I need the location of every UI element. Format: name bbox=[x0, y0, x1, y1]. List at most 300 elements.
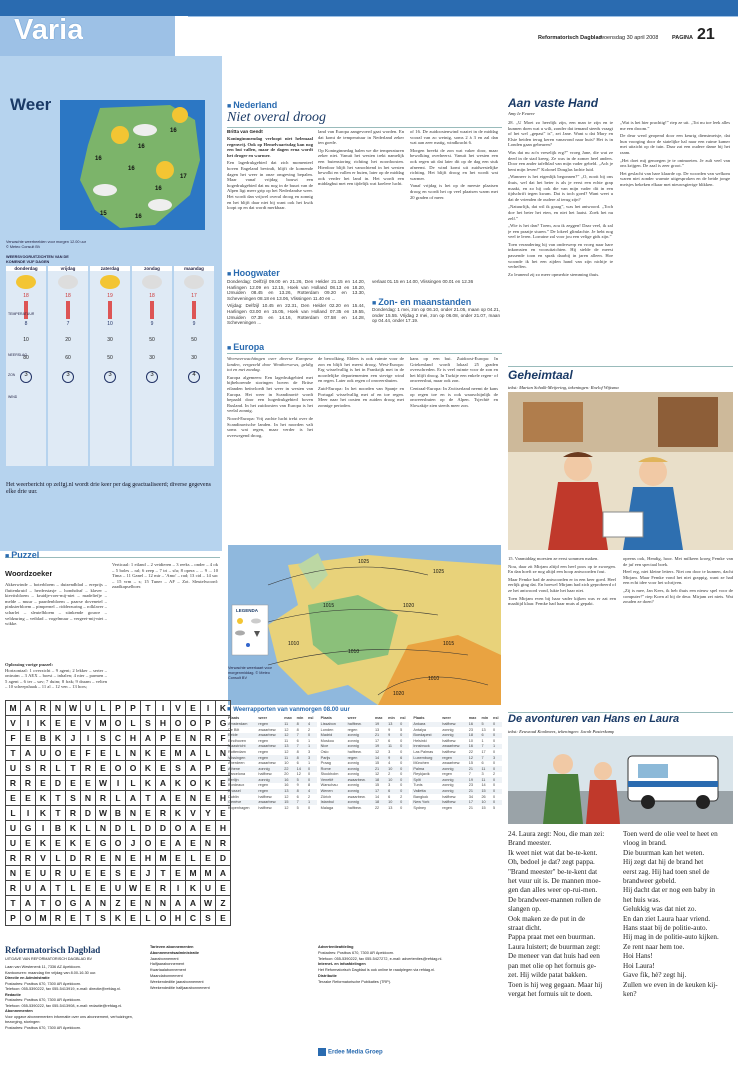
table-cell: 0 bbox=[400, 749, 403, 754]
grid-cell: I bbox=[111, 776, 126, 791]
text-line: Gelukkig was dat niet zo. bbox=[623, 905, 697, 914]
map-legend-title: LEGENDA bbox=[236, 608, 259, 613]
text-line: Kwartaalabonnement bbox=[150, 968, 186, 973]
grid-cell: K bbox=[141, 746, 156, 761]
table-cell: 7 bbox=[296, 744, 299, 749]
table-cell: halfbew. bbox=[442, 800, 457, 805]
grid-cell: E bbox=[171, 791, 186, 806]
table-cell: halfbew. bbox=[347, 722, 362, 727]
grid-cell: E bbox=[21, 791, 36, 806]
grid-cell: F bbox=[216, 731, 231, 746]
grid-cell: G bbox=[66, 896, 81, 911]
table-cell: Bordeaux bbox=[228, 783, 245, 788]
grid-cell: K bbox=[36, 836, 51, 851]
table-cell: regen bbox=[442, 805, 452, 810]
table-cell: 0 bbox=[400, 789, 403, 793]
grid-cell: T bbox=[141, 701, 156, 716]
cloud-icon bbox=[148, 199, 172, 211]
table-cell: 5 bbox=[400, 727, 403, 732]
table-cell: zonnig bbox=[258, 766, 270, 771]
grid-cell: E bbox=[21, 866, 36, 881]
child-figure bbox=[564, 453, 592, 481]
isobar-label: 1010 bbox=[348, 649, 360, 655]
erdee-icon bbox=[318, 1048, 326, 1056]
grid-cell: O bbox=[51, 746, 66, 761]
table-cell: 17 bbox=[468, 800, 473, 805]
map-caption: Verwachte weerbeelden voor morgen 12.00 uur bbox=[6, 240, 86, 244]
table-cell: Valletta bbox=[413, 789, 426, 793]
grid-cell: O bbox=[111, 761, 126, 776]
wind-icon: 3 bbox=[104, 371, 116, 383]
text-line: Hoi Hans! bbox=[623, 952, 653, 961]
text-line: zet. Hij wilde patat bakken. bbox=[508, 971, 588, 980]
table-cell: halfbew. bbox=[347, 749, 362, 754]
grid-cell: J bbox=[66, 731, 81, 746]
grid-cell: J bbox=[126, 836, 141, 851]
grid-cell: R bbox=[66, 806, 81, 821]
grid-row bbox=[6, 821, 231, 836]
grid-cell: E bbox=[36, 776, 51, 791]
max-temp: 17 bbox=[191, 293, 197, 299]
grid-cell: E bbox=[51, 836, 66, 851]
geheimtaal-title: Geheimtaal bbox=[508, 368, 573, 382]
forecast-day bbox=[90, 266, 130, 466]
table-cell: 0 bbox=[493, 794, 496, 799]
grid-cell: E bbox=[216, 761, 231, 776]
grid-cell: N bbox=[96, 821, 111, 836]
rule bbox=[227, 127, 502, 128]
child-figure bbox=[594, 762, 612, 780]
page-label: PAGINA bbox=[672, 35, 693, 41]
table-cell: 0 bbox=[400, 783, 403, 788]
grid-cell: E bbox=[96, 851, 111, 866]
grid-cell: E bbox=[216, 881, 231, 896]
aanvaste-title: Aan vaste Hand bbox=[508, 96, 599, 110]
sun-icon bbox=[156, 161, 174, 179]
grid-cell: K bbox=[66, 836, 81, 851]
table-cell: Dublin bbox=[228, 794, 239, 799]
temp-bar bbox=[24, 301, 28, 319]
table-header: min bbox=[388, 716, 395, 721]
grid-cell: S bbox=[21, 761, 36, 776]
table-cell: 13 bbox=[284, 789, 289, 793]
grid-cell: E bbox=[81, 836, 96, 851]
table-cell: Helsinki bbox=[413, 738, 427, 743]
table-cell: 12 bbox=[468, 755, 473, 760]
grid-row bbox=[6, 866, 231, 881]
grid-cell: I bbox=[21, 806, 36, 821]
grid-cell: T bbox=[6, 896, 21, 911]
table-cell: 23 bbox=[468, 727, 473, 732]
table-cell: 8 bbox=[296, 722, 299, 727]
table-cell: Rotterdam bbox=[228, 749, 246, 754]
text-line: Hij zegt dat hij de brand het bbox=[623, 858, 704, 867]
nederland-kicker: ■ Nederland bbox=[227, 100, 277, 110]
paragraph: kans op een bui. Zuidoost-Europa: In Griekenland wordt lokaal 25 graden overschreden. Er is veel ruimte voor de zon en het blijft droog. In Turkije een enkele regen- of onweersbui, maar ook zon. bbox=[410, 356, 498, 384]
table-cell: 21 bbox=[468, 789, 473, 793]
grid-cell: K bbox=[186, 881, 201, 896]
zon-title: ■ Zon- en maanstanden bbox=[372, 297, 471, 307]
wind-icon: 3 bbox=[20, 371, 32, 383]
table-cell: 3 bbox=[481, 772, 484, 777]
table-cell: 22 bbox=[374, 805, 380, 810]
nederland-col1 bbox=[227, 136, 313, 266]
paragraph: Een lagedrukgebied dat zich momenteel boven Engeland bevindt, blijft de komende dagen het weer in onze omgeving bepalen. Maar vanaf vrijdag bouwt een hogedrukgebied dat nu nog in de buurt van de Alpen ligt meer grip op het Nederlandse weer. Het wordt dan vrijwel overal droog en zonnig en het blijft daar niet bij want ook het kwik loopt op en dat wordt merkbaar. bbox=[227, 160, 313, 211]
table-cell: 12 bbox=[296, 772, 301, 777]
grid-cell: H bbox=[216, 791, 231, 806]
paragraph: Toen verandering hij van onderwerp en vroeg naar hare inkomsten en vooruitzichten. Hij stelde de meest passende toon en sprak daarbij in jaren alleen. Hoe woonde ik het een zijden hand van zijn nichtje te verheffen. bbox=[508, 241, 613, 270]
table-cell: zonnig bbox=[442, 789, 454, 793]
grid-cell: E bbox=[96, 746, 111, 761]
table-cell: 18 bbox=[374, 777, 380, 782]
table-cell: 1 bbox=[307, 761, 311, 766]
grid-cell: G bbox=[96, 836, 111, 851]
text-line: En dan ziet Laura haar vriend. bbox=[623, 914, 711, 923]
colofon-sub: UITGAVE VAN REFORMATORISCH DAGBLAD BV bbox=[5, 957, 93, 961]
day-label: maandag bbox=[174, 266, 214, 271]
grid-cell: E bbox=[6, 791, 21, 806]
table-cell: 19 bbox=[374, 744, 380, 749]
table-cell: zwaarbew. bbox=[258, 744, 277, 749]
grid-cell: M bbox=[156, 851, 171, 866]
paragraph: Horizontaal: 1 overzicht – 9 agent; 2 lekker – serter – ontruim – 3 AEX – boest – inhalen; 4 nier – parmen – 5 agent – 6 ter – sav; 7 duim; 8 frak; 9 draam – velten – 10 scheepshaak – 11 al – 12 ven – 13 hors; bbox=[5, 667, 107, 690]
table-cell: 17 bbox=[374, 789, 380, 793]
table-cell: halfbew. bbox=[258, 794, 273, 799]
text-line: De brandweer-mannen rollen de bbox=[508, 895, 601, 904]
table-cell: 8 bbox=[296, 749, 299, 754]
map-temp: 16 bbox=[170, 128, 177, 134]
puzzel-solution bbox=[5, 662, 107, 694]
table-cell: Athene bbox=[228, 766, 241, 771]
weerrapporten-tables bbox=[227, 716, 502, 811]
text-line: Weekendeditie jaarabonnement bbox=[150, 979, 204, 984]
table-cell: 9 bbox=[388, 733, 391, 738]
grid-cell: E bbox=[156, 836, 171, 851]
grid-row bbox=[6, 716, 231, 731]
table-cell: zonnig bbox=[442, 783, 454, 788]
max-temp: 18 bbox=[65, 293, 71, 299]
grid-cell: E bbox=[141, 806, 156, 821]
grid-cell: M bbox=[201, 866, 216, 881]
table-cell: Tunis bbox=[413, 783, 423, 788]
grid-cell: R bbox=[81, 851, 96, 866]
grid-cell: E bbox=[126, 896, 141, 911]
geheimtaal-col2 bbox=[623, 556, 733, 716]
text-line: Abonnementen bbox=[5, 1009, 33, 1013]
table-cell: 1 bbox=[493, 744, 496, 749]
sun-chance: 30 bbox=[149, 355, 155, 361]
grid-cell: R bbox=[6, 851, 21, 866]
table-cell: 21 bbox=[468, 805, 473, 810]
grid-cell: I bbox=[81, 731, 96, 746]
table-cell: 1 bbox=[307, 800, 311, 805]
nederland-col2 bbox=[318, 129, 404, 266]
erdee-name: Erdee Media Groep bbox=[328, 1049, 383, 1056]
text-line: Postadres: Postbus 670, 7300 AR Apeldoorn. bbox=[5, 998, 82, 1002]
weather-icon bbox=[142, 275, 162, 289]
table-cell: 9 bbox=[296, 783, 299, 788]
table-cell: 0 bbox=[400, 744, 403, 749]
weather-icon bbox=[100, 275, 120, 289]
table-cell: 9 bbox=[388, 727, 391, 732]
report-table bbox=[320, 716, 410, 811]
grid-cell: R bbox=[156, 881, 171, 896]
table-cell: Las Palmas bbox=[413, 749, 434, 754]
forecast-title: WEERSVOORUITZICHTEN VAN DE KOMENDE VIJF DAGEN bbox=[6, 255, 69, 264]
table-cell: zonnig bbox=[347, 789, 359, 793]
table-cell: 0 bbox=[307, 777, 311, 782]
text-line: brandweer gebeld. bbox=[623, 877, 677, 886]
weather-icon bbox=[184, 275, 204, 289]
grid-cell: O bbox=[111, 716, 126, 731]
table-cell: 0 bbox=[307, 805, 311, 810]
table-cell: Eelde bbox=[228, 733, 238, 738]
grid-cell: E bbox=[216, 776, 231, 791]
table-cell: 7 bbox=[468, 772, 471, 777]
table-cell: Innsbruck bbox=[413, 744, 430, 749]
table-cell: 2 bbox=[400, 794, 403, 799]
grid-cell: W bbox=[126, 881, 141, 896]
weather-title: Weer bbox=[10, 95, 52, 114]
grid-cell: O bbox=[126, 761, 141, 776]
text-line: Gave fik, hè? zegt hij. bbox=[623, 971, 687, 980]
table-cell: 9 bbox=[388, 755, 391, 760]
paragraph: „Natuurlijk, dat wil ik graag”, was het antwoord. „Toch doe het beter het eten, en niet het laatst. Zoek het nu zelf.” bbox=[508, 204, 613, 221]
temp-bar bbox=[66, 301, 70, 319]
table-cell: 10 bbox=[481, 800, 486, 805]
grid-cell: E bbox=[21, 836, 36, 851]
grid-cell: H bbox=[156, 716, 171, 731]
table-cell: 0 bbox=[400, 772, 403, 777]
paragraph: Zuid-Europa: In het noorden van Spanje en Portugal wisselvallig met af en toe regen. Meer naar het oosten en zuiden droog met zonnige perioden. bbox=[318, 385, 404, 408]
weather-icon bbox=[16, 275, 36, 289]
table-cell: 0 bbox=[493, 738, 496, 743]
grid-cell: E bbox=[186, 836, 201, 851]
grid-cell: C bbox=[186, 911, 201, 926]
grid-cell: W bbox=[96, 776, 111, 791]
table-cell: Kopenhagen bbox=[228, 805, 250, 810]
grid-cell: K bbox=[111, 911, 126, 926]
grid-cell: A bbox=[141, 731, 156, 746]
grid-cell: E bbox=[81, 776, 96, 791]
table-cell: 15 bbox=[481, 789, 486, 793]
aanvaste-col1 bbox=[508, 120, 613, 363]
puzzel-solution-2: Verticaal: 1 eiland – 2 vetdieren – 3 reeks – onder – 4 ok – 5 boles – ral; 6 zeep – 7 tri – sfa; 8 opera – ... 9 ... 10 Tima – 11 Ganel – 12 mir – 'Amo' – rad; 13 ctd – 14 sac – 15 vrm – s; 15 Tuner – AF – Zot. Sleutelwoord: zaadkapselboer. bbox=[112, 562, 218, 590]
grid-cell: P bbox=[201, 716, 216, 731]
hoogwater-title: ■ Hoogwater bbox=[227, 268, 280, 278]
table-cell: 8 bbox=[296, 727, 299, 732]
text-line: eerst zag. Hij had toen snel de bbox=[623, 867, 710, 876]
table-cell: zonnig bbox=[347, 783, 359, 788]
table-cell: 11 bbox=[481, 777, 486, 782]
table-cell: 16 bbox=[468, 722, 473, 727]
grid-cell: T bbox=[81, 911, 96, 926]
text-line: Postadres: Postbus 670, 7300 AR Apeldoorn. bbox=[5, 1025, 82, 1030]
table-cell: 10 bbox=[468, 738, 473, 743]
grid-row bbox=[6, 881, 231, 896]
paragraph: Het geslacht van hare klaarde op. De woorden van welkom waren niet zonder warmte uitgesproken en de beide jonge meisjes bekeken elkaar met nieuwsgierige blikken. bbox=[620, 170, 730, 187]
report-table bbox=[412, 716, 502, 811]
grid-cell: K bbox=[36, 806, 51, 821]
isobar-label: 1015 bbox=[443, 641, 455, 647]
puzzel-title: ■ Puzzel bbox=[5, 550, 39, 560]
text-line: Halfjaarabonnement bbox=[150, 962, 185, 967]
grid-cell: E bbox=[66, 911, 81, 926]
grid-cell: L bbox=[201, 746, 216, 761]
grid-cell: I bbox=[171, 881, 186, 896]
colofon-advert bbox=[318, 945, 498, 986]
table-cell: 12 bbox=[374, 772, 380, 777]
cloud-icon bbox=[251, 619, 261, 624]
grid-cell: V bbox=[186, 806, 201, 821]
table-cell: 15 bbox=[468, 761, 473, 766]
table-cell: 13 bbox=[284, 744, 289, 749]
wordsearch-grid bbox=[5, 700, 231, 926]
table-cell: halfbew. bbox=[442, 794, 457, 799]
table-cell: Oslo bbox=[320, 749, 329, 754]
grid-cell: D bbox=[111, 821, 126, 836]
hans-title: De avonturen van Hans en Laura bbox=[508, 713, 680, 725]
grid-cell: S bbox=[171, 761, 186, 776]
book bbox=[603, 512, 643, 537]
table-cell: 8 bbox=[296, 789, 299, 793]
colofon-title: Reformatorisch Dagblad bbox=[5, 945, 101, 955]
grid-cell: R bbox=[156, 806, 171, 821]
table-cell: 14 bbox=[374, 794, 380, 799]
sun-icon bbox=[237, 618, 243, 624]
europa-col3 bbox=[410, 356, 498, 541]
child-figure bbox=[553, 754, 573, 774]
grid-cell: R bbox=[81, 761, 96, 776]
max-temp: 19 bbox=[107, 293, 113, 299]
map-temp: 16 bbox=[155, 186, 162, 192]
text-line: Laura luistert; de buurman zegt: bbox=[508, 942, 601, 951]
text-line: Het Reformatorisch Dagblad is ook online te raadplegen via refdag.nl. bbox=[318, 968, 436, 973]
paragraph: „Wie is het dan? Toem, zou ik zeggen! Daar veel, ik zal je een praatje sturen.” De lokeel glimlachte. Je hebt nog veel te leren. Lorraine zal voor jou een velige gids zijn.” bbox=[508, 223, 613, 240]
text-line: vloog in brand. bbox=[623, 839, 667, 848]
table-cell: 17 bbox=[481, 749, 486, 754]
table-cell: 0 bbox=[400, 722, 403, 727]
grid-cell: U bbox=[36, 746, 51, 761]
grid-cell: P bbox=[156, 731, 171, 746]
grid-cell: N bbox=[216, 746, 231, 761]
table-cell: 0 bbox=[400, 766, 403, 771]
grid-cell: P bbox=[6, 911, 21, 926]
table-cell: 16 bbox=[468, 744, 473, 749]
grid-cell: G bbox=[216, 716, 231, 731]
text-line: Ik weet niet wat dat be-te-kent. bbox=[508, 848, 598, 857]
page-number: 21 bbox=[697, 26, 715, 43]
grid-cell: K bbox=[201, 776, 216, 791]
rule bbox=[508, 366, 733, 367]
grid-cell: M bbox=[186, 866, 201, 881]
grid-cell: A bbox=[216, 866, 231, 881]
grid-row bbox=[6, 836, 231, 851]
table-cell: 21 bbox=[468, 766, 473, 771]
table-cell: 11 bbox=[388, 744, 393, 749]
table-cell: Istanbul bbox=[320, 800, 334, 805]
row-label: ZON bbox=[8, 373, 16, 377]
grid-cell: D bbox=[216, 851, 231, 866]
text-line: Maandabonnement bbox=[150, 973, 183, 978]
table-cell: Luxemburg bbox=[413, 755, 433, 760]
paragraph: Nou, daar zit Mirjam altijd een heel poos op te zwoegen. En dan hoeft ze nog altijd een hoop antwoorden fout. bbox=[508, 563, 616, 575]
table-cell: zonnig bbox=[347, 733, 359, 738]
grid-cell: R bbox=[96, 791, 111, 806]
table-cell: 6 bbox=[296, 761, 299, 766]
isobar-label: 1015 bbox=[323, 603, 335, 609]
table-cell: 10 bbox=[284, 761, 289, 766]
table-cell: 0 bbox=[307, 772, 311, 777]
grid-row bbox=[6, 746, 231, 761]
snow-icon bbox=[246, 643, 250, 647]
grid-cell: T bbox=[66, 761, 81, 776]
grid-row bbox=[6, 911, 231, 926]
table-cell: 1 bbox=[307, 744, 311, 749]
table-cell: 11 bbox=[284, 755, 289, 760]
paragraph: land van Europa aangevoerd gaat worden. En dat komt de temperatuur in Nederland zeker ten goede. bbox=[318, 129, 404, 146]
europa-col2 bbox=[318, 356, 404, 541]
grid-cell: L bbox=[111, 791, 126, 806]
paragraph: Weersverwachtingen over diverse Europese landen, vergezeld door Weatherwews, geldig tot en met zondag. bbox=[227, 356, 313, 373]
table-cell: 5 bbox=[493, 805, 496, 810]
table-cell: zonnig bbox=[347, 800, 359, 805]
table-cell: zonnig bbox=[442, 777, 454, 782]
table-cell: zwaarbew. bbox=[442, 761, 461, 766]
grid-cell: H bbox=[216, 821, 231, 836]
table-cell: zonnig bbox=[347, 761, 359, 766]
table-cell: 7 bbox=[481, 744, 484, 749]
min-temp: 9 bbox=[150, 321, 154, 327]
text-line: Brand meester. bbox=[508, 839, 552, 848]
table-cell: Moskou bbox=[320, 738, 334, 743]
grid-cell: E bbox=[216, 911, 231, 926]
grid-cell: L bbox=[66, 881, 81, 896]
grid-cell: T bbox=[51, 881, 66, 896]
day-label: zondag bbox=[132, 266, 172, 271]
paragraph: Europa algemeen: Een lagedrukgebied met bijbehorende storingen boven de Britse eilanden beïnvloedt het weer in westen van Europa. Het weer in Scandinavië wordt bepaald door een hogedrukgebied boven Rusland. In het zuidoosten van Europa is het veelal zonnig. bbox=[227, 374, 313, 414]
table-cell: 13 bbox=[481, 727, 486, 732]
table-cell: 15 bbox=[374, 761, 380, 766]
table-cell: 16 bbox=[284, 777, 289, 782]
grid-cell: N bbox=[186, 791, 201, 806]
grid-cell: B bbox=[36, 731, 51, 746]
wind-icon: 3 bbox=[62, 371, 74, 383]
grid-cell: T bbox=[6, 746, 21, 761]
table-cell: zonnig bbox=[347, 772, 359, 777]
grid-cell: L bbox=[51, 761, 66, 776]
table-header: weer bbox=[258, 716, 268, 721]
table-cell: 18 bbox=[374, 800, 380, 805]
grid-cell: S bbox=[141, 716, 156, 731]
table-cell: halfbew. bbox=[258, 772, 273, 777]
grid-cell: E bbox=[81, 866, 96, 881]
map-credit: © Meteo Consult BV bbox=[6, 245, 41, 249]
rain-chance: 50 bbox=[191, 337, 197, 343]
grid-cell: O bbox=[141, 836, 156, 851]
grid-cell: E bbox=[201, 851, 216, 866]
grid-cell: N bbox=[141, 896, 156, 911]
grid-cell: V bbox=[36, 851, 51, 866]
paragraph: de bewolking. Elders is ook ruimte voor de zon en blijft het meest droog. West-Europa: Erg wisselvallig is het in Frankrijk met in de noordelijke departementen een stevige wind en regen. Later ook regen of onweersbuien. bbox=[318, 356, 404, 384]
grid-cell: S bbox=[96, 731, 111, 746]
table-cell: 7 bbox=[481, 755, 484, 760]
grid-cell: U bbox=[21, 881, 36, 896]
table-cell: 13 bbox=[388, 805, 393, 810]
temp-bar bbox=[150, 301, 154, 319]
table-cell: Warschau bbox=[320, 783, 338, 788]
table-cell: Brussel bbox=[228, 789, 241, 793]
